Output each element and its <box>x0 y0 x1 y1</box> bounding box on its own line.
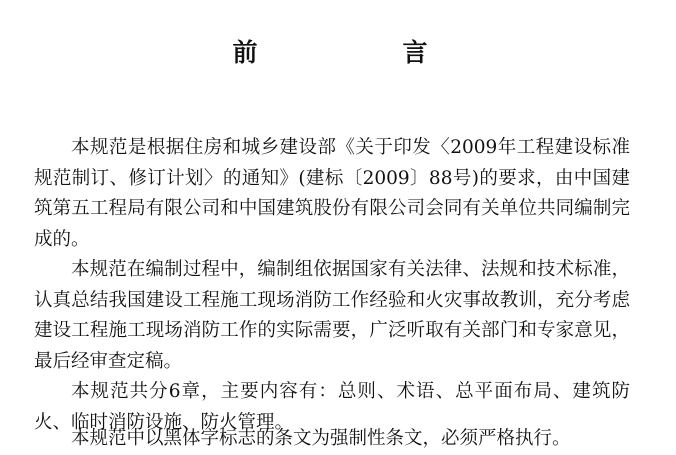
paragraph-2: 本规范在编制过程中，编制组依据国家有关法律、法规和技术标准，认真总结我国建设工程施工现场消防工作经验和火灾事故教训，充分考虑建设工程施工现场消防工作的实际需要，广泛听取有关部门和专家意见，最后经审查定稿。 <box>34 259 630 372</box>
document-body <box>34 133 630 438</box>
paragraph-3: 本规范共分6章，主要内容有：总则、术语、总平面布局、建筑防火、临时消防设施、防火管理。 <box>34 381 630 433</box>
paragraph-4-partial: 本规范中以黑体字标志的条文为强制性条文，必须严格执行。 <box>71 428 571 449</box>
paragraph-1: 本规范是根据住房和城乡建设部《关于印发〈2009年工程建设标准规范制订、修订计划〉的通知》(建标〔2009〕88号)的要求，由中国建筑第五工程局有限公司和中国建筑股份有限公司会同有关单位共同编制完成的。 <box>34 137 630 250</box>
cut-off-line <box>34 428 630 453</box>
page-title: 前 言 <box>232 38 488 67</box>
